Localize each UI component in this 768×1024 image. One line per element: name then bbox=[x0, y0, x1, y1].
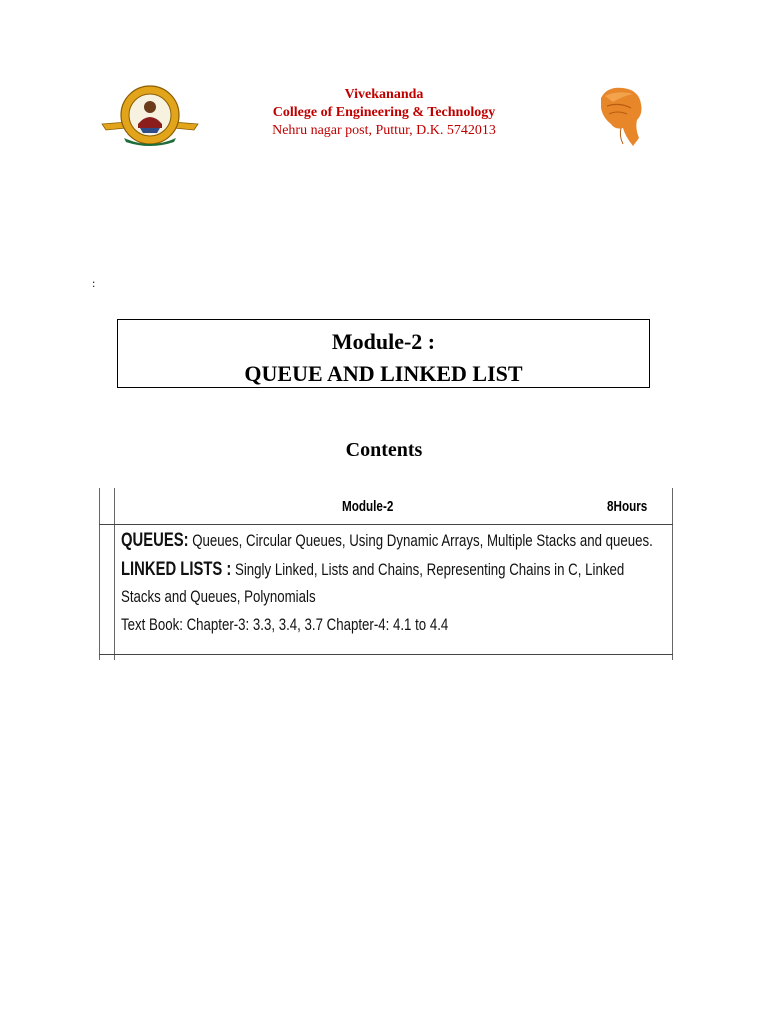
table-bottom-border bbox=[99, 654, 673, 655]
table-header-divider bbox=[99, 524, 673, 525]
linked-lists-label: LINKED LISTS : bbox=[121, 559, 232, 580]
queues-label: QUEUES: bbox=[121, 530, 189, 551]
institution-header bbox=[240, 86, 528, 140]
stray-colon-mark: : bbox=[92, 276, 96, 290]
institution-name-line1: Vivekananda bbox=[344, 87, 424, 102]
linked-lists-text: Singly Linked, Lists and Chains, Representing Chains in C, Linked bbox=[231, 560, 625, 579]
vivekananda-silhouette-logo bbox=[593, 84, 647, 148]
table-column-divider bbox=[114, 488, 115, 660]
syllabus-linked-lists-line bbox=[121, 559, 766, 581]
module-title: Module-2 : bbox=[331, 329, 436, 354]
syllabus-linked-lists-cont: Stacks and Queues, Polynomials bbox=[121, 587, 316, 606]
module-subtitle: QUEUE AND LINKED LIST bbox=[244, 361, 523, 386]
syllabus-hours: 8Hours bbox=[607, 498, 648, 515]
syllabus-module-label: Module-2 bbox=[342, 498, 394, 515]
queues-text: Queues, Circular Queues, Using Dynamic Arrays, Multiple Stacks and queues. bbox=[188, 531, 653, 550]
syllabus-queues-line bbox=[121, 530, 768, 552]
table-border-left bbox=[99, 488, 100, 660]
college-seal-logo bbox=[100, 84, 200, 150]
syllabus-textbook-line: Text Book: Chapter-3: 3.3, 3.4, 3.7 Chapter-4: 4.1 to 4.4 bbox=[121, 615, 449, 634]
contents-heading: Contents bbox=[345, 439, 423, 461]
institution-address: Nehru nagar post, Puttur, D.K. 5742013 bbox=[272, 123, 496, 138]
module-title-box bbox=[117, 319, 650, 388]
institution-name-line2: College of Engineering & Technology bbox=[272, 105, 496, 120]
syllabus-table bbox=[99, 488, 673, 660]
